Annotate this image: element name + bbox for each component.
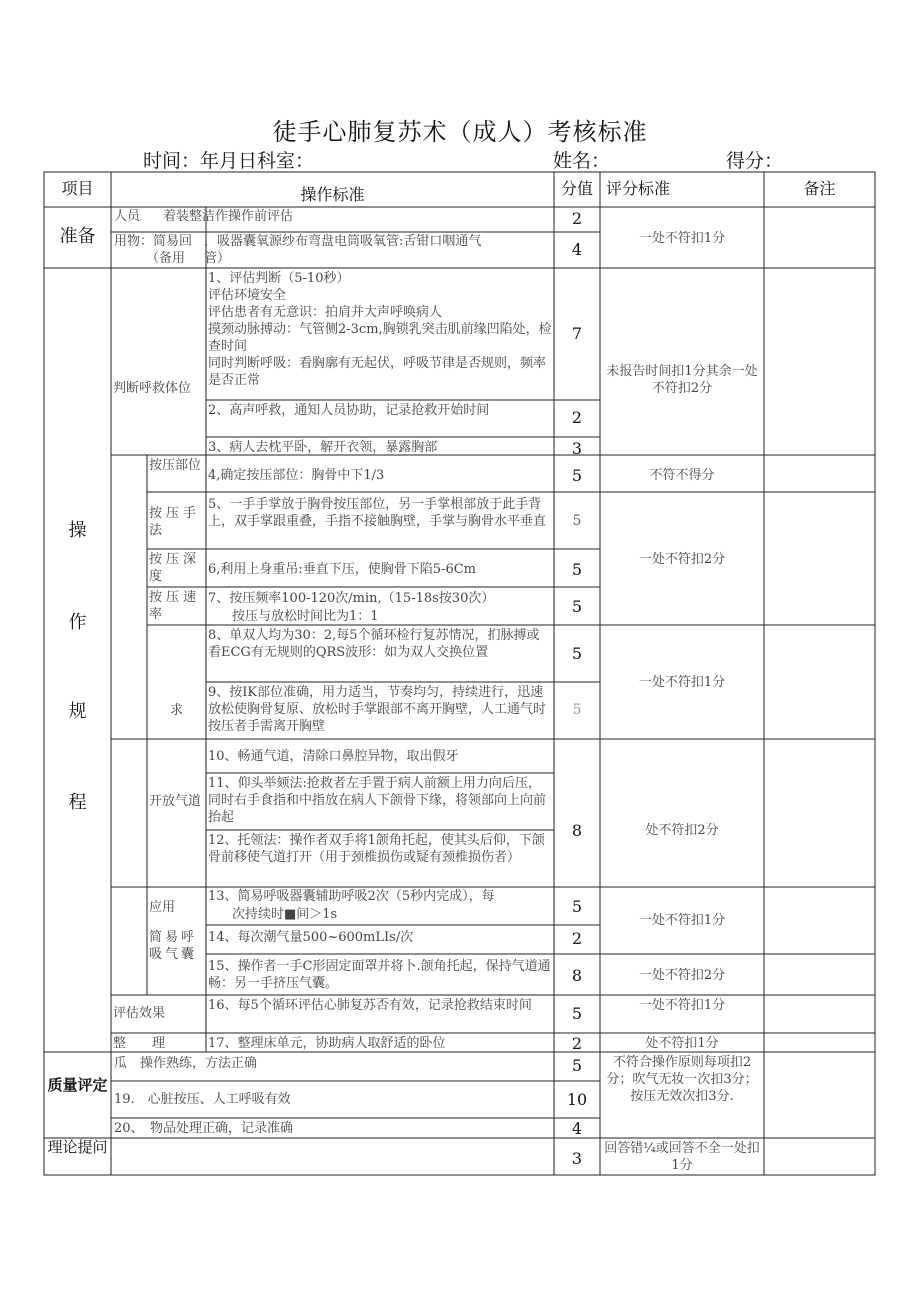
cycle-criteria: 一处不符扣1分 [638,675,726,690]
bag-criteria: 一处不符扣1分 [638,913,726,928]
section-quality: 质量评定 [47,1076,108,1094]
sub-press-method: 按压手法 [149,506,201,538]
prep-personnel-label: 人员 [114,209,141,224]
prep-criteria: 一处不符扣1分 [638,231,726,246]
step-14-text: 14、每次潮气量500~600mLIs/次 [208,930,414,945]
page-title: 徒手心肺复苏术（成人）考核标准 [272,118,648,146]
step-5-points: 5 [572,513,582,529]
quality-1-text: 瓜 操作熟练，方法正确 [114,1056,258,1071]
sub-press-rate: 按压速率 [149,590,201,622]
step-2-points: 2 [571,408,583,427]
sub-press-site: 按压部位 [149,458,202,473]
name-label: 姓名： [553,150,611,172]
step-15-criteria: 一处不符扣2分 [638,968,726,983]
prep-supplies-text: ，吸器囊氧源纱布弯盘电筒吸氧管:舌钳口咽通气 [204,234,482,249]
step-8-text: 8、单双人均为30：2,每5个循环检行复苏情况，扪脉搏或看ECG有无规则的QRS波形：如为双人交换位置 [208,628,540,660]
step-17-criteria: 处不符扣1分 [645,1036,719,1051]
theory-points: 3 [571,1149,583,1168]
step-11-text: 11、仰头举颏法:抢救者左手置于病人前额上用力向后压，同时右手食指和中指放在病人下颌骨下缘，将领部向上向前抬起 [208,776,547,825]
sub-apply: 应用 [149,900,176,915]
section-op-4: 程 [68,792,87,813]
col-header-notes: 备注 [803,179,836,198]
step-4-criteria: 不符不得分 [649,468,715,483]
step-6-points: 5 [571,560,583,579]
step-13-text: 13、简易呼吸器囊辅助呼吸2次（5秒内完成），每 [208,889,495,904]
sub-tidy: 整 理 [113,1036,166,1051]
step-5-text: 5、一手手掌放于胸骨按压部位，另一手掌根部放于此手背上，双手掌跟重叠，手指不接触胸壁，手掌与胸骨水平垂直 [208,497,547,529]
sub-bag: 简易呼吸气囊 [149,930,198,962]
section-op-3: 规 [68,701,87,722]
step-15-points: 8 [571,966,583,985]
quality-3-points: 4 [571,1119,583,1138]
step-17-text: 17、整理床单元，协助病人取舒适的卧位 [208,1036,446,1051]
step-16-text: 16、每5个循环评估心肺复苏否有效，记录抢救结束时间 [208,998,532,1013]
quality-2-text: 19. 心脏按压、人工呼吸有效 [114,1092,291,1107]
step-4-text: 4,确定按压部位：胸骨中下1/3 [208,468,385,483]
step-15-text: 15、操作者一手C形固定面罩并将卜.颌角托起，保持气道通畅：另一手挤压气囊。 [208,959,551,991]
step-6-text: 6,利用上身重吊:垂直下压，使胸骨下陷5-6Cm [208,562,476,577]
quality-criteria: 不符合操作原则每项扣2分；吹气无妆一次扣3分；按压无效次扣3分. [606,1055,758,1104]
col-header-item: 项目 [61,179,94,198]
step-7-points: 5 [571,597,583,616]
section-prep: 准备 [59,226,96,247]
step-1-text: 1、评估判断（5-10秒） 评估环境安全 评估患者有无意识：拍肩并大声呼唤病人 摸颈动脉搏动：气管侧2-3cm,胸锁乳突击肌前缘凹陷处，检查时间 同时判断呼吸：看胸廓有无起伏，呼吸节律是否规则，频率是否正常 [208,271,552,388]
step-9-points: 5 [572,702,582,718]
step-10-text: 10、畅通气道，清除口鼻腔异物，取出假牙 [208,749,459,764]
sub-airway: 开放气道 [149,794,202,809]
judge-criteria: 未报告时间扣1分其余一处不符扣2分 [606,364,758,396]
step-13-points: 5 [571,897,583,916]
step-13-text2: 次持续时■间＞1s [232,907,338,922]
sub-judge-position: 判断呼救体位 [113,381,192,396]
sub-press-depth: 按压深度 [149,552,201,584]
sub-require: 求 [170,703,184,718]
prep-personnel-points: 2 [571,209,583,228]
section-op-1: 操 [68,520,87,541]
sub-evaluate: 评估效果 [113,1006,166,1021]
prep-personnel-text: 着装整洁作操作前评估 [163,209,294,224]
quality-1-points: 5 [571,1056,583,1075]
col-header-criteria: 评分标准 [606,179,671,198]
step-14-points: 2 [571,929,583,948]
col-header-standard: 操作标准 [300,185,365,204]
prep-supplies-label2: （备用 [146,251,186,266]
step-2-text: 2、高声呼救，通知人员协助，记录抢救开始时间 [208,403,490,418]
theory-criteria: 回答错¼或回答不全一处扣1分 [604,1141,760,1173]
section-theory: 理论提问 [47,1138,108,1156]
step-9-text: 9、按IK部位准确，用力适当，节奏均匀，持续进行，迅速放松使胸骨复原、放松时手掌跟部不离开胸壁，人工通气时按压者手需离开胸壁 [208,685,547,734]
prep-supplies-text2: 管） [204,251,231,266]
airway-criteria: 处不符扣2分 [645,823,719,838]
step-3-points: 3 [571,439,583,458]
step-8-points: 5 [571,644,583,663]
score-label: 得分： [726,150,784,172]
section-op-2: 作 [68,612,87,633]
col-header-points: 分值 [560,179,593,198]
quality-2-points: 10 [566,1090,588,1109]
step-1-points: 7 [571,324,583,343]
press-criteria: 一处不符扣2分 [638,552,726,567]
step-17-points: 2 [571,1034,583,1053]
step-12-text: 12、托领法：操作者双手将1颌角托起，使其头后仰，下颌骨前移使气道打开（用于颈椎损伤或疑有颈椎损伤者） [208,833,545,865]
step-7-text: 7、按压频率100-120次/min,（15-18s按30次） [208,591,495,606]
time-dept-label: 时间：年月日科室： [143,150,315,172]
quality-3-text: 20、 物品处理正确，记录准确 [114,1121,294,1136]
prep-supplies-label: 用物：简易回 [114,234,193,249]
step-16-points: 5 [571,1004,583,1023]
step-4-points: 5 [571,466,583,485]
step-3-text: 3、病人去枕平卧，解开衣领，暴露胸部 [208,440,438,455]
step-16-criteria: 一处不符扣1分 [638,998,726,1013]
airway-points: 8 [571,821,583,840]
prep-supplies-points: 4 [571,240,583,259]
step-7-text2: 按压与放松时间比为1：1 [232,609,379,624]
